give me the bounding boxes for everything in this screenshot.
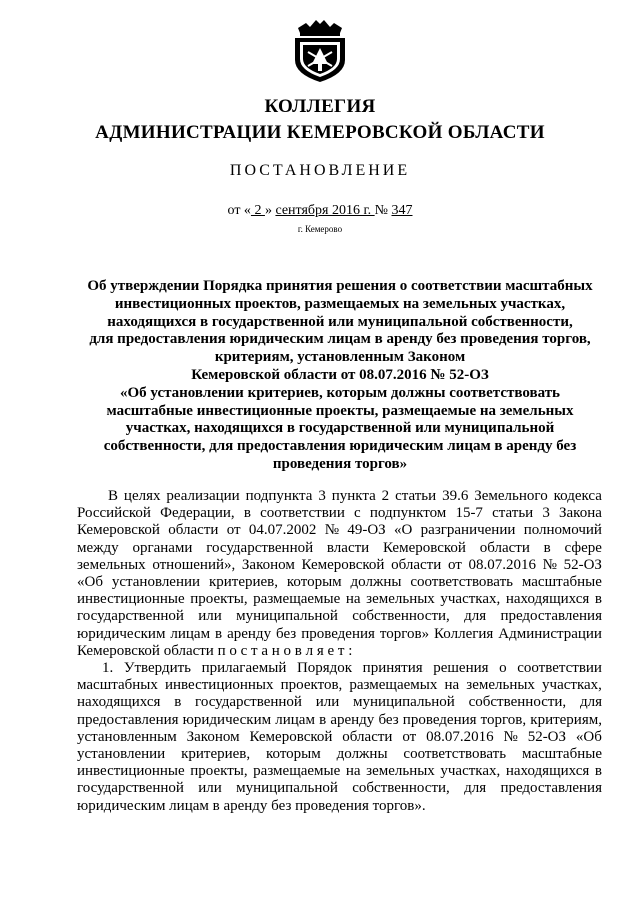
word: органами — [132, 539, 193, 556]
word: проекты, — [190, 591, 248, 608]
word: на — [345, 763, 361, 780]
title-line: находящихся в государственной или муниципальной собственности, — [107, 313, 573, 330]
word: или — [198, 780, 222, 797]
word: от — [447, 556, 462, 573]
word: 15-7 — [455, 505, 483, 522]
word: Кемеровской — [382, 539, 466, 556]
word: между — [77, 539, 119, 556]
word: критериям, — [530, 711, 602, 728]
word: или — [315, 694, 340, 711]
word: инвестиционные — [77, 763, 185, 780]
text-line — [77, 522, 602, 539]
word: юридическим — [182, 711, 272, 728]
title-line: критериям, установленным Законом — [214, 349, 466, 366]
text-line — [77, 712, 602, 729]
text-line — [77, 677, 602, 694]
word: масштабные — [521, 746, 602, 763]
text-line — [77, 763, 602, 780]
text-line — [77, 780, 602, 797]
word: статьи — [395, 488, 437, 504]
word: 39.6 — [442, 488, 469, 504]
word: № — [324, 522, 340, 539]
word: размещаемые — [253, 763, 341, 780]
date-month-year: сентября 2016 г. — [275, 203, 375, 218]
word: собственности, — [468, 694, 567, 711]
word: 08.07.2016 — [468, 556, 536, 573]
title-line: «Об установлении критериев, которым должны соответствовать — [119, 384, 560, 401]
word: Утвердить — [123, 660, 192, 677]
text-line: Кемеровской области п о с т а н о в л я е т : — [77, 642, 353, 659]
org-name-line1: КОЛЛЕГИЯ — [264, 96, 376, 117]
word: области — [479, 539, 530, 556]
word: Кемеровской — [77, 522, 160, 539]
word: Земельного — [474, 488, 548, 504]
word: размещаемых — [349, 677, 438, 694]
word: на — [444, 677, 460, 694]
word: предоставления — [500, 608, 602, 625]
text-line — [77, 626, 602, 643]
title-line: Кемеровской области от 08.07.2016 № 52-ОЗ — [191, 366, 489, 383]
paragraph-preamble-lines — [77, 488, 602, 643]
word: предоставления — [500, 780, 602, 797]
word: от — [402, 728, 417, 745]
text-line — [77, 660, 602, 677]
word: 2 — [381, 488, 390, 504]
word: Законом — [241, 556, 295, 573]
word: в — [243, 505, 251, 522]
word: участках, — [440, 591, 501, 608]
word: разграничении — [420, 522, 516, 539]
date-day: 2 — [250, 203, 265, 218]
text-line: юридическим лицам в аренду без проведения торгов». — [77, 797, 426, 814]
word: Федерации, — [160, 505, 235, 522]
text-line — [77, 746, 602, 763]
text-line — [77, 557, 602, 574]
word: собственности, — [352, 780, 450, 797]
word: для — [464, 608, 487, 625]
word: Кемеровской — [249, 728, 333, 745]
word: соответствовать — [410, 574, 513, 591]
word: критериев, — [208, 574, 278, 591]
word: власти — [326, 539, 370, 556]
number-sign: № — [374, 203, 392, 218]
word: муниципальной — [353, 694, 455, 711]
word: собственности, — [352, 608, 450, 625]
word: в — [594, 763, 602, 780]
word: находящихся — [505, 591, 590, 608]
title-line: для предоставления юридическим лицам в аренду без проведения торгов, — [89, 331, 591, 348]
word: 49-ОЗ — [347, 522, 386, 539]
text-line — [77, 540, 602, 557]
word: подпунктом — [369, 505, 447, 522]
word: отношений», — [152, 556, 236, 573]
word: реализации — [166, 488, 240, 504]
word: для — [464, 780, 487, 797]
title-line: Об утверждении Порядка принятия решения о соответствии масштабных — [87, 278, 593, 294]
word: аренду — [330, 711, 375, 728]
paragraph-item-1 — [77, 660, 602, 815]
word: принятия — [362, 660, 423, 677]
paragraph-item-1-lines — [77, 660, 602, 798]
word: решения — [433, 660, 489, 677]
word: находящихся — [77, 694, 161, 711]
word: должны — [336, 746, 388, 763]
word: 1. — [102, 660, 114, 677]
word: масштабные — [521, 574, 602, 591]
text-line — [77, 729, 602, 746]
word: Законом — [186, 728, 240, 745]
word: на — [345, 591, 361, 608]
word: проекты, — [190, 763, 248, 780]
word: статьи — [492, 505, 534, 522]
word: целях — [123, 488, 161, 504]
word: критериев, — [181, 746, 251, 763]
document-body — [77, 488, 602, 815]
word: 08.07.2016 — [426, 728, 494, 745]
word: 52-ОЗ — [527, 728, 567, 745]
word: кодекса — [553, 488, 602, 504]
word: торгов, — [480, 711, 527, 728]
word: муниципальной — [236, 608, 338, 625]
word: инвестиционных — [165, 677, 274, 694]
word: государственной — [206, 539, 314, 556]
word: сфере — [564, 539, 602, 556]
word: Администрации — [498, 625, 602, 642]
word: установлении — [77, 746, 166, 763]
word: предоставления — [77, 711, 179, 728]
word: Закона — [559, 505, 602, 522]
word: которым — [266, 746, 321, 763]
word: участках, — [440, 763, 501, 780]
word: проведения — [402, 711, 477, 728]
word: подпункта — [245, 488, 313, 504]
word: земельных — [366, 763, 435, 780]
title-line: собственности, для предоставления юридическим лицам в аренду без — [103, 438, 577, 455]
word: государственной — [195, 694, 302, 711]
text-line — [77, 608, 602, 625]
word: В — [108, 488, 119, 504]
title-line: участках, находящихся в государственной или муниципальной — [125, 420, 555, 437]
word: или — [198, 608, 222, 625]
title-line: проведения торгов» — [272, 455, 408, 472]
word: прилагаемый — [201, 660, 287, 677]
word: государственной — [77, 780, 184, 797]
word: соответствовать — [403, 746, 507, 763]
word: 3 — [542, 505, 550, 522]
title-line: инвестиционных проектов, размещаемых на земельных участках, — [114, 295, 566, 312]
word: лицам — [275, 711, 315, 728]
word: Порядок — [296, 660, 353, 677]
word: установлении — [111, 574, 201, 591]
date-prefix: от « — [227, 203, 251, 218]
word: масштабных — [77, 677, 158, 694]
city-name: г. Кемерово — [297, 224, 343, 234]
word: в — [174, 694, 182, 711]
word: Российской — [77, 505, 151, 522]
word: в — [543, 539, 551, 556]
word: пункта — [331, 488, 376, 504]
paragraph-preamble — [77, 488, 602, 660]
word: 3 — [318, 488, 326, 504]
word: государственной — [77, 608, 184, 625]
word: проектов, — [280, 677, 343, 694]
word: Кемеровской — [301, 556, 385, 573]
word: должны — [350, 574, 402, 591]
word: полномочий — [523, 522, 602, 539]
date-mid: » — [264, 203, 276, 218]
text-line — [77, 488, 602, 505]
word: торгов» — [379, 625, 430, 642]
title-line: масштабные инвестиционные проекты, размещаемые на земельных — [106, 402, 574, 419]
text-line — [77, 505, 602, 522]
word: в — [215, 625, 223, 642]
word: лицам — [170, 625, 211, 642]
word: которым — [286, 574, 342, 591]
word: области — [168, 522, 219, 539]
document-type: ПОСТАНОВЛЕНИЕ — [229, 162, 411, 179]
word: в — [319, 711, 327, 728]
kemerovo-coat-of-arms-icon — [292, 14, 348, 84]
word: № — [503, 728, 518, 745]
text-line — [77, 574, 602, 591]
word: муниципальной — [236, 780, 338, 797]
word: 04.07.2002 — [248, 522, 317, 539]
word: инвестиционные — [77, 591, 185, 608]
word: находящихся — [505, 763, 590, 780]
document-date-line — [0, 203, 640, 219]
word: в — [594, 591, 602, 608]
word: участках, — [542, 677, 602, 694]
word: соответствии — [260, 505, 345, 522]
word: о — [499, 660, 507, 677]
word: без — [276, 625, 297, 642]
text-line — [77, 591, 602, 608]
word: от — [226, 522, 241, 539]
word: области — [342, 728, 393, 745]
word: «О — [394, 522, 413, 539]
word: «Об — [575, 728, 602, 745]
word: юридическим — [77, 625, 166, 642]
word: с — [354, 505, 361, 522]
word: области — [391, 556, 442, 573]
word: Коллегия — [434, 625, 494, 642]
word: земельных — [466, 677, 535, 694]
word: соответствии — [517, 660, 602, 677]
word: 52-ОЗ — [563, 556, 602, 573]
word: для — [579, 694, 602, 711]
word: земельных — [366, 591, 435, 608]
word: размещаемые — [253, 591, 341, 608]
word: № — [542, 556, 557, 573]
word: «Об — [77, 574, 103, 591]
word: проведения — [301, 625, 375, 642]
word: установленным — [77, 728, 177, 745]
org-name-line2: АДМИНИСТРАЦИИ КЕМЕРОВСКОЙ ОБЛАСТИ — [95, 122, 545, 143]
document-number: 347 — [391, 203, 413, 218]
word: аренду — [227, 625, 272, 642]
word: земельных — [77, 556, 146, 573]
word: без — [378, 711, 399, 728]
text-line — [77, 694, 602, 711]
document-title — [80, 278, 600, 474]
